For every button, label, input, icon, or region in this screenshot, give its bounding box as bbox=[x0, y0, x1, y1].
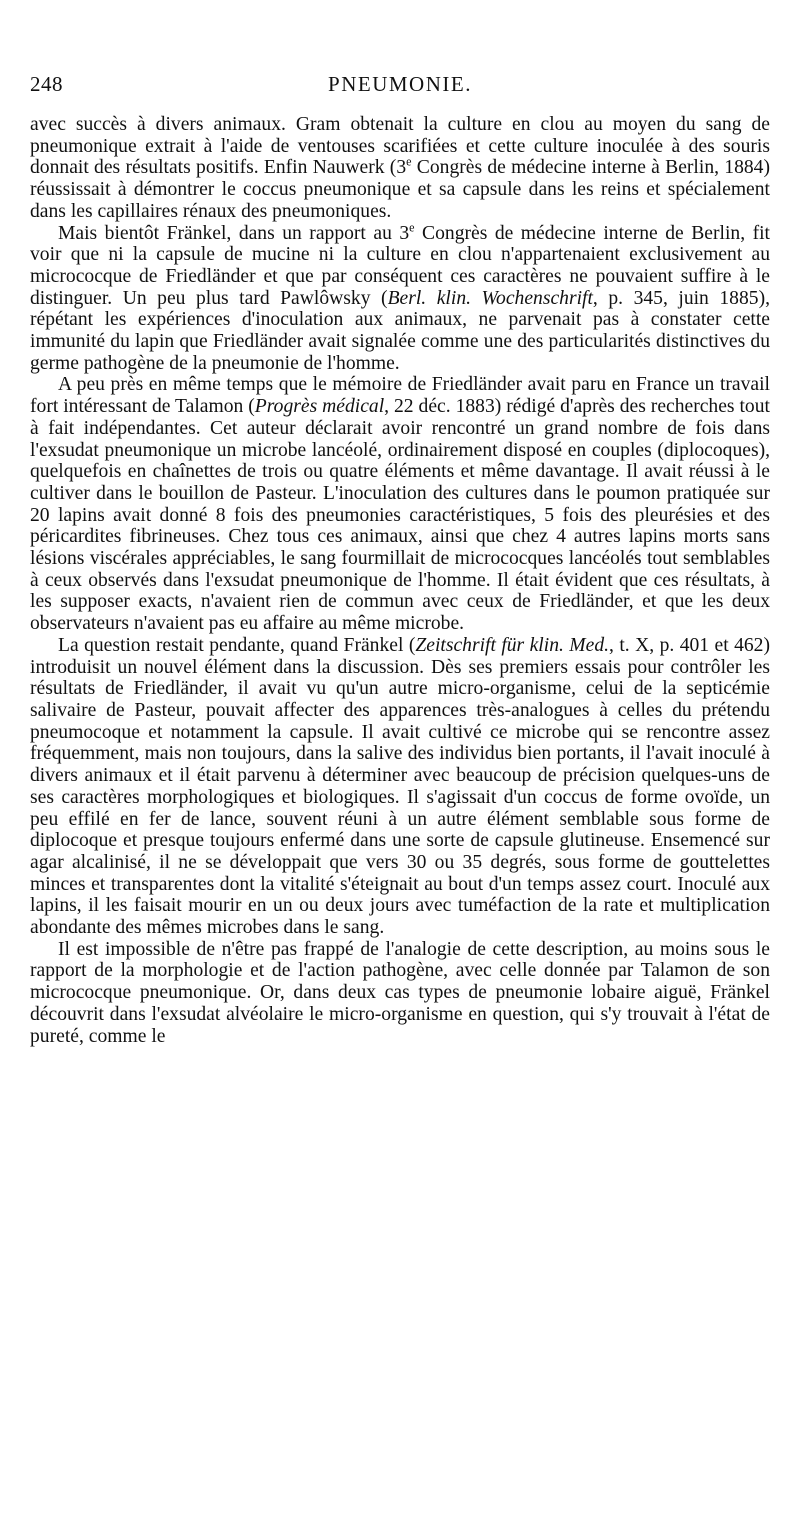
text-run: Mais bientôt Fränkel, dans un rapport au 3 bbox=[58, 222, 410, 244]
superscript: e bbox=[406, 154, 412, 169]
text-run: , t. X, p. 401 et 462) introduisit un nouvel élément dans la discussion. Dès ses premiers essais pour contrôler les résultats de Friedländer, il avait vu qu'un autre micro-organisme, celui de la septicémie salivaire de Pasteur, pouvait affecter des apparences très-analogues à celles du prétendu pneumocoque et notamment la capsule. Il avait cultivé ce microbe qui se rencontre assez fréquemment, mais non toujours, dans la salive des individus bien portants, il l'avait inoculé à divers animaux et il était parvenu à déterminer avec beaucoup de précision quelques-uns de ses caractères morphologiques et biologiques. Il s'agissait d'un coccus de forme ovoïde, un peu effilé en fer de lance, souvent réuni à un autre élément semblable sous forme de diplocoque et presque toujours enfermé dans une sorte de capsule glutineuse. Ensemencé sur agar alcalinisé, il ne se développait que vers 30 ou 35 degrés, sous forme de gouttelettes minces et transparentes dont la vitalité s'éteignait au bout d'un temps assez court. Inoculé aux lapins, il les faisait mourir en un ou deux jours avec tuméfaction de la rate et multiplication abondante des mêmes microbes dans le sang. bbox=[30, 634, 770, 939]
paragraph-5 bbox=[30, 939, 770, 1048]
text-run: La question restait pendante, quand Fränkel ( bbox=[58, 634, 416, 656]
paragraph-1 bbox=[30, 114, 770, 223]
paragraph-2 bbox=[30, 219, 770, 375]
text-run: A peu près en même temps que le mémoire de Friedländer avait paru en France un travail fort intéressant de Talamon ( bbox=[30, 374, 770, 418]
body-text bbox=[30, 114, 770, 1047]
italic-citation: Zeitschrift für klin. Med. bbox=[415, 634, 610, 656]
italic-citation: Berl. klin. Wochenschrift bbox=[387, 287, 593, 309]
text-run: Congrès de médecine interne de Berlin, fit voir que ni la capsule de mucine ni la culture en clou n'appartenaient exclusivement au micrococque de Friedländer et que par conséquent ces caractères ne pouvaient suffire à le distinguer. Un peu plus tard Pawlôwsky ( bbox=[30, 222, 770, 309]
text-run: avec succès à divers animaux. Gram obtenait la culture en clou au moyen du sang de pneumonique extrait à l'aide de ventouses scarifiées et cette culture inoculée à des souris donnait des résultats positifs. Enfin Nauwerk (3 bbox=[30, 114, 770, 179]
italic-citation: Progrès médical bbox=[254, 396, 385, 418]
paragraph-4 bbox=[30, 635, 770, 939]
text-run: , p. 345, juin 1885), répétant les expériences d'inoculation aux animaux, ne parvenait pas à constater cette immunité du lapin que Friedländer avait signalée comme une des particularités distinctives du germe pathogène de la pneumonie de l'homme. bbox=[30, 287, 770, 374]
text-run: Il est impossible de n'être pas frappé de l'analogie de cette description, au moins sous le rapport de la morphologie et de l'action pathogène, avec celle donnée par Talamon de son micrococque pneumonique. Or, dans deux cas types de pneumonie lobaire aiguë, Fränkel découvrit dans l'exsudat alvéolaire le micro-organisme en question, qui s'y trouvait à l'état de pureté, comme le bbox=[30, 938, 770, 1047]
running-head: PNEUMONIE. bbox=[328, 72, 472, 96]
superscript: e bbox=[409, 219, 415, 234]
text-run: Congrès de médecine interne à Berlin, 1884) réussissait à démontrer le coccus pneumonique et sa capsule dans les reins et spécialement dans les capillaires rénaux des pneumoniques. bbox=[30, 157, 771, 222]
page-header bbox=[30, 72, 770, 102]
page-number: 248 bbox=[30, 72, 63, 96]
paragraph-3 bbox=[30, 374, 770, 634]
text-run: , 22 déc. 1883) rédigé d'après des recherches tout à fait indépendantes. Cet auteur déclarait avoir rencontré un grand nombre de fois dans l'exsudat pneumonique un microbe lancéolé, ordinairement disposé en couples (diplocoques), quelquefois en chaînettes de trois ou quatre éléments et même davantage. Il avait réussi à le cultiver dans le bouillon de Pasteur. L'inoculation des cultures dans le poumon pratiquée sur 20 lapins avait donné 8 fois des pneumonies caractéristiques, 5 fois des pleurésies et des péricardites fibrineuses. Chez tous ces animaux, ainsi que chez 4 autres lapins morts sans lésions viscérales appréciables, le sang fourmillait de micrococques lancéolés tout semblables à ceux observés dans l'exsudat pneumonique de l'homme. Il était évident que ces résultats, à les supposer exacts, n'avaient rien de commun avec ceux de Friedländer, et que les deux observateurs n'avaient pas eu affaire au même microbe. bbox=[30, 396, 770, 635]
